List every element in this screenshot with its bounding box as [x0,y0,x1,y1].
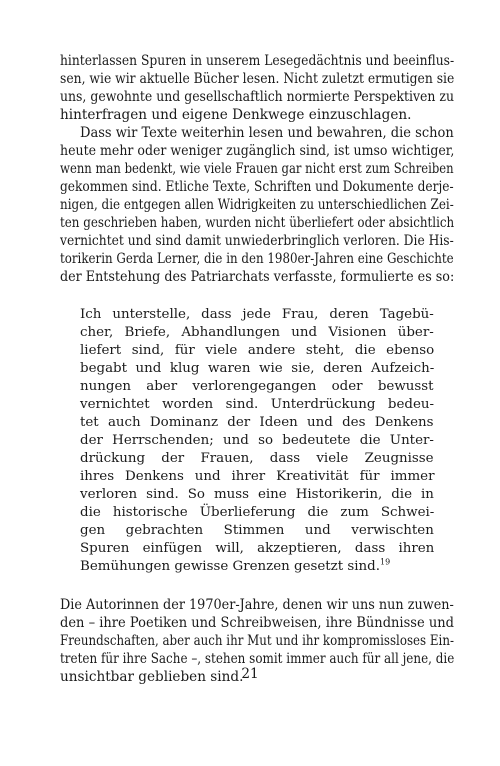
quote-line: Spuren einfügen will, akzeptieren, dass ihren [80,541,435,556]
quote-line: gen gebrachten Stimmen und verwischten [80,523,434,538]
quote-line: der Herrschenden; und so bedeutete die Unter- [80,433,434,448]
footnote-reference: 19 [379,557,391,567]
text-line: ten geschrieben haben, wurden nicht überliefert oder absichtlich [60,215,455,231]
text-line: Die Autorinnen der 1970er-Jahre, denen wir uns nun zuwen- [60,597,454,613]
quote-line: begabt und klug waren wie sie, deren Aufzeich- [80,361,435,376]
quote-line: tet auch Dominanz der Ideen und des Denkens [80,415,434,430]
quote-line: vernichtet worden sind. Unterdrückung bedeu- [80,397,435,412]
quote-line: Ich unterstelle, dass jede Frau, deren Tagebü- [80,307,434,322]
text-line: hinterlassen Spuren in unserem Lesegedächtnis und beeinflus- [60,53,455,69]
quote-line: Bemühungen gewisse Grenzen gesetzt sind. [80,559,380,574]
quote-line: verloren sind. So muss eine Historikerin, die in [80,487,434,502]
text-line: nigen, die entgegen allen Widrigkeiten zu unterschiedlichen Zei- [60,197,454,213]
text-line: den – ihre Poetiken und Schreibweisen, ihre Bündnisse und [60,615,454,631]
text-line: der Entstehung des Patriarchats verfasste, formulierte es so: [60,269,455,285]
text-line: Dass wir Texte weiterhin lesen und bewahren, die schon [80,125,454,141]
text-line: treten für ihre Sache –, stehen somit immer auch für all jene, die [60,651,455,667]
text-line: sen, wie wir aktuelle Bücher lesen. Nicht zuletzt ermutigen sie [60,71,455,87]
quote-line: die historische Überlieferung die zum Schwei- [80,505,435,520]
text-line: torikerin Gerda Lerner, die in den 1980er-Jahren eine Geschichte [60,251,454,267]
quote-last-line [80,558,390,576]
text-line: gekommen sind. Etliche Texte, Schriften und Dokumente derje- [60,179,454,195]
quote-line: cher, Briefe, Abhandlungen und Visionen über- [80,325,434,340]
text-line: heute mehr oder weniger zugänglich sind, ist umso wichtiger, [60,143,455,159]
text-line: vernichtet und sind damit unwiederbringlich verloren. Die His- [60,233,454,249]
quote-line: ihres Denkens und ihrer Kreativität für immer [80,469,435,484]
text-line: unsichtbar geblieben sind. [60,669,244,685]
text-line: wenn man bedenkt, wie viele Frauen gar nicht erst zum Schreiben [60,161,454,177]
text-line: uns, gewohnte und gesellschaftlich normierte Perspektiven zu [60,89,454,105]
text-line: Freundschaften, aber auch ihr Mut und ihr kompromissloses Ein- [60,633,454,649]
page-number: 21 [241,666,259,682]
quote-line: liefert sind, für viele andere steht, die ebenso [80,343,435,358]
text-line: hinterfragen und eigene Denkwege einzuschlagen. [60,107,412,123]
quote-line: nungen aber verlorengegangen oder bewusst [80,379,434,394]
quote-line: drückung der Frauen, dass viele Zeugnisse [80,451,434,466]
